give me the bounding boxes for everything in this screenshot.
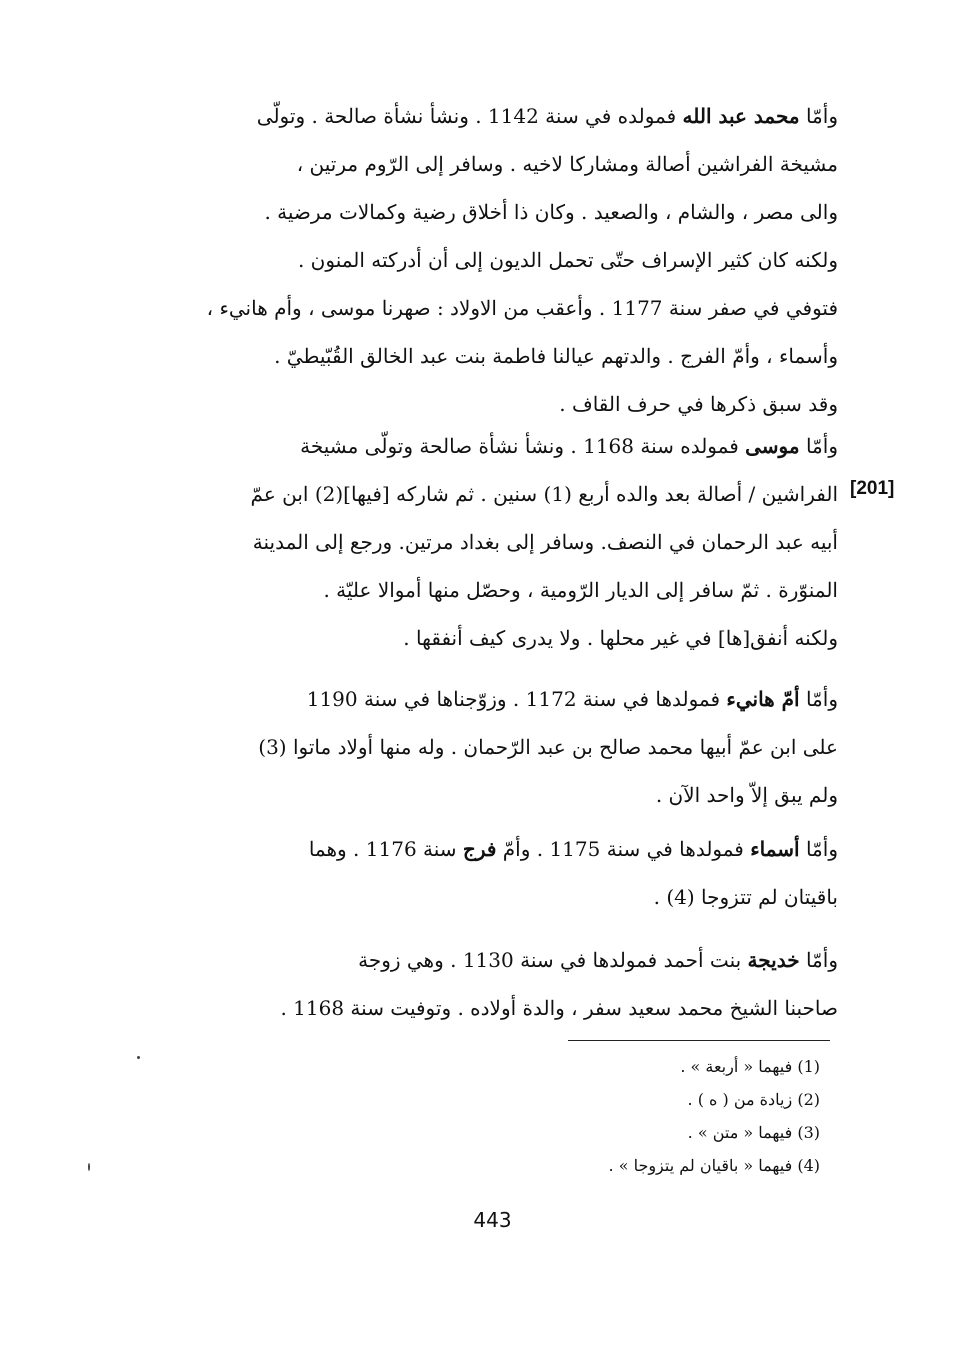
- text-line: [158, 380, 838, 428]
- text-segment: على ابن عمّ أبيها محمد صالح بن عبد الرّحمان . وله منها أولاد ماتوا (3): [258, 735, 838, 759]
- margin-page-reference: [201]: [850, 478, 895, 499]
- text-line: [158, 771, 838, 819]
- text-line: [158, 675, 838, 723]
- text-segment: سنة 1176 . وهما: [308, 837, 463, 861]
- text-segment: وأمّا: [799, 434, 838, 458]
- text-line: [158, 614, 838, 662]
- text-line: [158, 332, 838, 380]
- text-line: [158, 873, 838, 921]
- page-number: 443: [473, 1208, 512, 1232]
- bold-name: محمد عبد الله: [682, 104, 800, 128]
- text-segment: ولم يبق إلاّ واحد الآن .: [655, 783, 838, 807]
- text-segment: فمولده في سنة 1142 . ونشأ نشأة صالحة . وتولّى: [256, 104, 683, 128]
- text-line: [158, 936, 838, 984]
- text-line: [158, 518, 838, 566]
- text-segment: وأمّا: [799, 948, 838, 972]
- text-segment: فتوفي في صفر سنة 1177 . وأعقب من الاولاد : صهرنا موسى ، وأم هانيء ،: [206, 296, 838, 320]
- text-segment: ولكنه كان كثير الإسراف حتّى تحمل الديون إلى أن أدركته المنون .: [297, 248, 838, 272]
- text-segment: فمولدها في سنة 1175 . وأمّ: [496, 837, 751, 861]
- text-segment: فمولده سنة 1168 . ونشأ نشأة صالحة وتولّى مشيخة: [300, 434, 746, 458]
- bold-name: أسماء: [750, 837, 800, 861]
- text-segment: مشيخة الفراشين أصالة ومشاركا لاخيه . وسافر إلى الرّوم مرتين ،: [296, 152, 838, 176]
- text-line: [158, 188, 838, 236]
- paragraph-khadija: [158, 936, 838, 1032]
- text-segment: ولكنه أنفق[ها] في غير محلها . ولا يدرى كيف أنفقها .: [403, 626, 838, 650]
- paragraph-musa: [158, 422, 838, 662]
- scan-speck: [88, 1163, 90, 1171]
- text-line: [158, 236, 838, 284]
- text-segment: وأمّا: [799, 104, 838, 128]
- text-segment: الفراشين / أصالة بعد والده أربع (1) سنين . ثم شاركه [فيها](2) ابن عمّ: [250, 482, 838, 506]
- text-segment: بنت أحمد فمولدها في سنة 1130 . وهي زوجة: [358, 948, 748, 972]
- text-line: [158, 825, 838, 873]
- footnotes: [420, 1050, 820, 1182]
- footnote-3: (3) فيهما « متن » .: [687, 1123, 820, 1142]
- text-line: [158, 723, 838, 771]
- text-segment: وأمّا: [799, 837, 838, 861]
- text-line: [158, 422, 838, 470]
- text-segment: وأسماء ، وأمّ الفرج . والدتهم عيالنا فاطمة بنت عبد الخالق القُبّيطيّ .: [274, 344, 838, 368]
- text-segment: المنوّرة . ثمّ سافر إلى الديار الرّومية ، وحصّل منها أموالا عليّة .: [323, 578, 838, 602]
- footnote-4: (4) فيهما « باقيان لم يتزوجا » .: [608, 1156, 820, 1175]
- paragraph-muhammad-abdallah: [158, 92, 838, 428]
- bold-name: أمّ هانيء: [726, 687, 800, 711]
- bold-name: موسى: [745, 434, 800, 458]
- bold-name: خديجة: [747, 948, 800, 972]
- text-segment: وأمّا: [799, 687, 838, 711]
- bold-name: فرج: [462, 837, 497, 861]
- paragraph-umm-hani: [158, 675, 838, 819]
- text-segment: والى مصر ، والشام ، والصعيد . وكان ذا أخلاق رضية وكمالات مرضية .: [264, 200, 838, 224]
- footnote-2: (2) زيادة من ( ه ) .: [687, 1090, 820, 1109]
- text-segment: صاحبنا الشيخ محمد سعيد سفر ، والدة أولاده . وتوفيت سنة 1168 .: [280, 996, 838, 1020]
- text-line: [158, 984, 838, 1032]
- text-segment: فمولدها في سنة 1172 . وزوّجناها في سنة 1190: [306, 687, 727, 711]
- footnote-divider: [568, 1040, 830, 1041]
- text-line: [158, 92, 838, 140]
- text-segment: باقيتان لم تتزوجا (4) .: [653, 885, 838, 909]
- scan-speck: [137, 1056, 140, 1059]
- footnote-1: (1) فيهما « أربعة » .: [680, 1057, 820, 1076]
- text-line: [158, 140, 838, 188]
- text-line: [158, 284, 838, 332]
- text-line: [158, 566, 838, 614]
- text-segment: وقد سبق ذكرها في حرف القاف .: [559, 392, 838, 416]
- text-segment: أبيه عبد الرحمان في النصف. وسافر إلى بغداد مرتين. ورجع إلى المدينة: [252, 530, 838, 554]
- text-line: [158, 470, 838, 518]
- paragraph-asma: [158, 825, 838, 921]
